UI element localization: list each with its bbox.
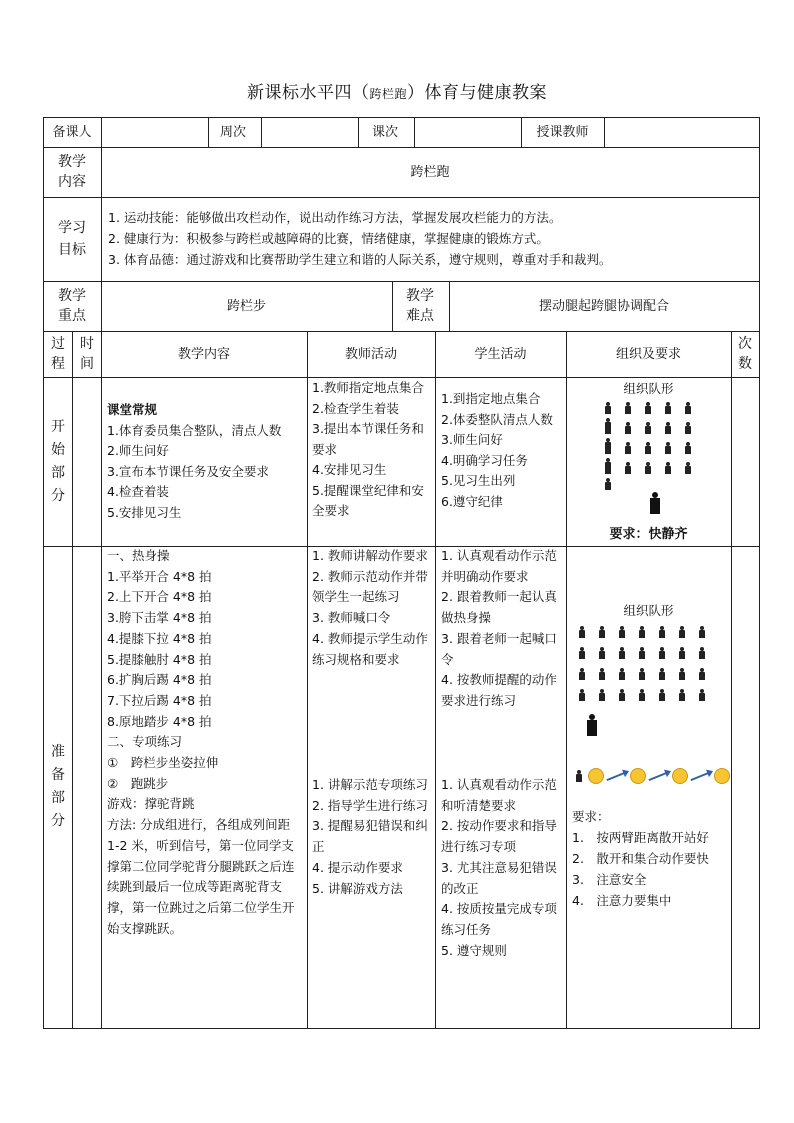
col-org: 组织及要求: [615, 346, 681, 362]
person-icon: [603, 442, 613, 454]
page-title: [0, 78, 794, 103]
person-icon: [597, 689, 607, 701]
title-part: 新课标水平四（: [246, 83, 370, 103]
person-icon: [617, 668, 627, 680]
list-item: 7.下拉后踢 4*8 拍: [107, 692, 212, 708]
col-process: 过程: [51, 336, 65, 372]
list-item: 2. 教师示范动作并带领学生一起练习: [312, 568, 428, 605]
list-item: 4.明确学习任务: [441, 452, 528, 468]
list-item: 2.上下开合 4*8 拍: [107, 589, 212, 605]
list-item: 3.胯下击掌 4*8 拍: [107, 610, 212, 626]
goal-item: 3. 体育品德：通过游戏和比赛帮助学生建立和谐的人际关系，遵守规则，尊重对手和裁判。: [108, 252, 612, 267]
list-item: 一、热身操: [107, 548, 170, 563]
prep-section-label: 准备部分: [51, 744, 65, 829]
person-icon: [643, 462, 653, 474]
person-icon: [603, 422, 613, 434]
list-item: 3.提出本节课任务和要求: [312, 421, 424, 457]
content-label: 教学内容: [58, 154, 86, 190]
arrow-icon: [690, 771, 711, 781]
person-icon: [617, 647, 627, 659]
start-org-requirement: 要求：快静齐: [609, 527, 688, 542]
list-item: 4. 按质按量完成专项练习任务: [441, 901, 557, 937]
teacher-icon: [648, 492, 662, 518]
list-item: 3. 注意安全: [572, 872, 647, 887]
person-icon: [677, 647, 687, 659]
prep-content: [107, 546, 305, 939]
person-icon: [574, 770, 584, 782]
goals-label: 学习目标: [58, 220, 86, 258]
key-value: 跨栏步: [226, 298, 266, 314]
person-icon: [603, 462, 613, 474]
col-content: 教学内容: [177, 346, 230, 362]
person-icon: [637, 689, 647, 701]
list-item: 1. 讲解示范专项练习: [312, 777, 428, 792]
person-icon: [637, 626, 647, 638]
start-content-title: 课堂常规: [107, 402, 158, 417]
prep-student-b: [441, 775, 563, 961]
list-item: 3.师生问好: [441, 432, 503, 447]
week-label: 周次: [220, 124, 247, 140]
person-icon: [577, 689, 587, 701]
col-count: 次数: [738, 336, 752, 372]
person-icon: [683, 402, 693, 414]
list-item: 8.原地踏步 4*8 拍: [107, 713, 212, 729]
list-item: 1.教师指定地点集合: [312, 380, 424, 395]
list-item: 方法: 分成组进行，各组成列间距 1-2 米，听到信号，第一位同学支撑第二位同学驼背分腿跳跃之后连续跳到最后一位成等距离驼背支撑，第一位跳过之后第二位学生开始支撑跳跃。: [107, 817, 295, 936]
key-label: 教学重点: [58, 288, 86, 324]
list-item: 1. 教师讲解动作要求: [312, 548, 428, 563]
person-icon: [677, 689, 687, 701]
person-icon: [697, 647, 707, 659]
list-item: 1. 按两臂距离散开站好: [572, 830, 709, 845]
person-icon: [623, 442, 633, 454]
person-icon: [597, 626, 607, 638]
start-content: [107, 400, 305, 523]
difficulty-label: 教学难点: [406, 288, 434, 324]
goals-list: [108, 207, 756, 270]
list-item: 3. 跟着老师一起喊口令: [441, 630, 557, 667]
person-icon: [603, 478, 613, 490]
list-item: 5. 遵守规则: [441, 942, 507, 958]
preparer-label: 备课人: [52, 124, 92, 140]
person-icon: [683, 462, 693, 474]
person-icon: [597, 668, 607, 680]
person-icon: [677, 626, 687, 638]
title-subject: 跨栏跑: [369, 87, 407, 101]
lesson-label: 课次: [372, 124, 399, 140]
list-item: 4.安排见习生: [312, 462, 387, 477]
list-item: 1.体育委员集合整队，清点人数: [107, 422, 282, 438]
person-icon: [663, 462, 673, 474]
start-formation: [598, 402, 708, 482]
smiley-icon: [588, 768, 604, 784]
person-icon: [657, 668, 667, 680]
prep-teacher-a: [312, 546, 433, 670]
list-item: 5.安排见习生: [107, 504, 182, 520]
person-icon: [603, 402, 613, 414]
goal-item: 1. 运动技能：能够做出攻栏动作，说出动作练习方法，掌握发展攻栏能力的方法。: [108, 210, 562, 225]
person-icon: [697, 668, 707, 680]
arrow-icon: [606, 771, 627, 781]
list-item: 2.检查学生着装: [312, 400, 399, 416]
list-item: 2.体委整队清点人数: [441, 411, 553, 427]
person-icon: [623, 402, 633, 414]
col-teacher: 教师活动: [344, 346, 397, 362]
list-item: 4.提膝下拉 4*8 拍: [107, 630, 212, 646]
list-item: 2. 跟着教师一起认真做热身操: [441, 589, 557, 626]
list-item: 4. 注意力要集中: [572, 893, 672, 908]
start-section-label: 开始部分: [51, 418, 65, 504]
arrow-icon: [648, 771, 669, 781]
prep-formation: [572, 626, 730, 710]
smiley-icon: [630, 768, 646, 784]
person-icon: [683, 442, 693, 454]
title-part: ）体育与健康教案: [407, 83, 547, 103]
game-diagram: [574, 768, 732, 784]
person-icon: [577, 668, 587, 680]
person-icon: [577, 647, 587, 659]
list-item: 6.扩胸后踢 4*8 拍: [107, 672, 212, 688]
list-item: 6.遵守纪律: [441, 493, 503, 509]
list-item: 1.平举开合 4*8 拍: [107, 568, 212, 584]
person-icon: [637, 647, 647, 659]
list-item: 3. 教师喊口令: [312, 610, 391, 626]
list-item: ② 跑跳步: [107, 775, 169, 791]
list-item: 4.检查着装: [107, 484, 169, 499]
person-icon: [697, 689, 707, 701]
prep-org-title: 组织队形: [623, 603, 674, 618]
person-icon: [623, 462, 633, 474]
person-icon: [677, 668, 687, 680]
teacher-label: 授课教师: [536, 124, 589, 140]
start-org-title: 组织队形: [623, 381, 674, 396]
list-item: 1. 认真观看动作示范并明确动作要求: [441, 548, 557, 584]
list-item: 1. 认真观看动作示范和听清楚要求: [441, 777, 557, 813]
requirements-title: 要求：: [572, 809, 610, 824]
smiley-icon: [672, 768, 688, 784]
person-icon: [657, 689, 667, 701]
list-item: 4. 按教师提醒的动作要求进行练习: [441, 672, 557, 708]
start-teacher: [312, 378, 433, 522]
list-item: 游戏：撑驼背跳: [107, 796, 195, 812]
list-item: 5. 讲解游戏方法: [312, 880, 403, 896]
person-icon: [643, 422, 653, 434]
person-icon: [577, 626, 587, 638]
list-item: 4. 教师提示学生动作练习规格和要求: [312, 630, 428, 667]
col-time: 时间: [80, 336, 94, 372]
person-icon: [597, 647, 607, 659]
list-item: 3.宣布本节课任务及安全要求: [107, 463, 269, 479]
person-icon: [637, 668, 647, 680]
person-icon: [697, 626, 707, 638]
list-item: 2. 散开和集合动作要快: [572, 851, 709, 866]
person-icon: [663, 422, 673, 434]
list-item: 2.师生问好: [107, 443, 169, 458]
list-item: 5.提醒课堂纪律和安全要求: [312, 482, 424, 518]
list-item: 5.见习生出列: [441, 473, 516, 488]
list-item: 2. 按动作要求和指导进行练习专项: [441, 818, 557, 855]
teacher-icon: [585, 714, 599, 740]
list-item: 4. 提示动作要求: [312, 859, 403, 875]
smiley-icon: [714, 768, 730, 784]
content-value: 跨栏跑: [410, 164, 450, 180]
prep-teacher-b: [312, 775, 433, 899]
person-icon: [663, 402, 673, 414]
difficulty-value: 摆动腿起跨腿协调配合: [538, 298, 669, 314]
prep-requirements: [572, 806, 729, 911]
person-icon: [617, 689, 627, 701]
list-item: 1.到指定地点集合: [441, 391, 541, 406]
list-item: 5.提膝触肘 4*8 拍: [107, 651, 212, 667]
person-icon: [657, 647, 667, 659]
goal-item: 2. 健康行为：积极参与跨栏或越障碍的比赛，情绪健康，掌握健康的锻炼方式。: [108, 231, 549, 246]
person-icon: [623, 422, 633, 434]
prep-student-a: [441, 546, 563, 712]
person-icon: [643, 402, 653, 414]
list-item: 3. 尤其注意易犯错误的改正: [441, 859, 557, 896]
col-student: 学生活动: [474, 346, 527, 362]
list-item: ① 跨栏步坐姿拉伸: [107, 755, 219, 771]
person-icon: [617, 626, 627, 638]
person-icon: [663, 442, 673, 454]
person-icon: [683, 422, 693, 434]
person-icon: [643, 442, 653, 454]
list-item: 2. 指导学生进行练习: [312, 797, 428, 813]
start-student: [441, 389, 563, 512]
list-item: 3. 提醒易犯错误和纠正: [312, 818, 428, 855]
person-icon: [657, 626, 667, 638]
list-item: 二、专项练习: [107, 734, 183, 750]
